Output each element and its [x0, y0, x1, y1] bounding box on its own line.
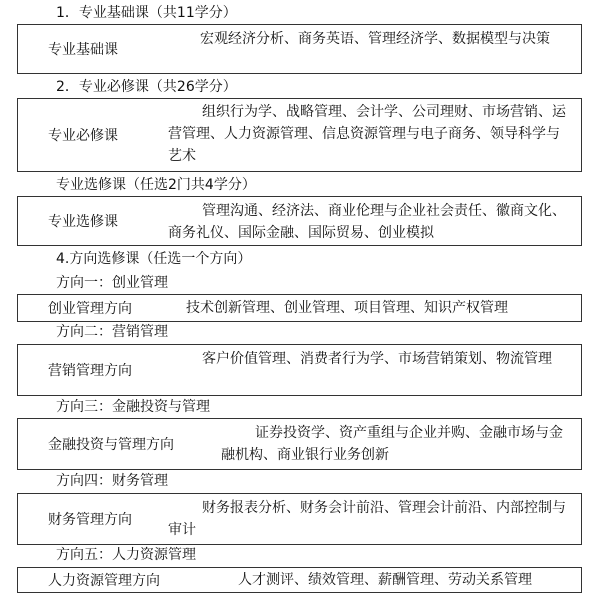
- course-list: 财务报表分析、财务会计前沿、管理会计前沿、内部控制与审计: [168, 500, 566, 538]
- course-row-required: [17, 98, 582, 172]
- course-category-label: 专业基础课: [48, 42, 118, 58]
- course-category-label: 人力资源管理方向: [48, 573, 160, 589]
- course-list: 管理沟通、经济法、商业伦理与企业社会责任、徽商文化、商务礼仪、国际金融、国际贸易、创业模拟: [168, 203, 566, 241]
- section-heading-elective: 专业选修课（任选2门共4学分）: [56, 177, 256, 193]
- course-category-label: 专业必修课: [48, 128, 118, 144]
- course-list: 证券投资学、资产重组与企业并购、金融市场与金融机构、商业银行业务创新: [221, 425, 563, 463]
- course-category-label: 金融投资与管理方向: [48, 437, 174, 453]
- course-list: 宏观经济分析、商务英语、管理经济学、数据模型与决策: [200, 31, 550, 47]
- section-heading-foundation: 1．专业基础课（共11学分）: [56, 5, 237, 21]
- direction-heading-hr: 方向五：人力资源管理: [56, 547, 196, 563]
- course-row-accounting: [17, 493, 582, 545]
- course-list: 人才测评、绩效管理、薪酬管理、劳动关系管理: [238, 572, 532, 588]
- direction-heading-marketing: 方向二：营销管理: [56, 324, 168, 340]
- direction-heading-accounting: 方向四：财务管理: [56, 473, 168, 489]
- course-category-label: 创业管理方向: [48, 301, 132, 317]
- course-list: 客户价值管理、消费者行为学、市场营销策划、物流管理: [202, 351, 552, 367]
- section-heading-direction: 4.方向选修课（任选一个方向）: [56, 251, 252, 267]
- course-category-label: 财务管理方向: [48, 512, 132, 528]
- course-category-label: 营销管理方向: [48, 363, 132, 379]
- course-row-hr: [17, 567, 582, 593]
- course-row-foundation: [17, 24, 582, 74]
- course-row-entrepreneurship: [17, 294, 582, 322]
- course-list: 技术创新管理、创业管理、项目管理、知识产权管理: [186, 300, 508, 316]
- course-row-marketing: [17, 344, 582, 396]
- course-row-finance: [17, 418, 582, 470]
- section-heading-required: 2．专业必修课（共26学分）: [56, 79, 237, 95]
- course-category-label: 专业选修课: [48, 214, 118, 230]
- course-list: 组织行为学、战略管理、会计学、公司理财、市场营销、运营管理、人力资源管理、信息资源管理与电子商务、领导科学与艺术: [168, 104, 566, 164]
- direction-heading-entrepreneurship: 方向一：创业管理: [56, 275, 168, 291]
- course-row-elective: [17, 196, 582, 246]
- direction-heading-finance: 方向三：金融投资与管理: [56, 399, 210, 415]
